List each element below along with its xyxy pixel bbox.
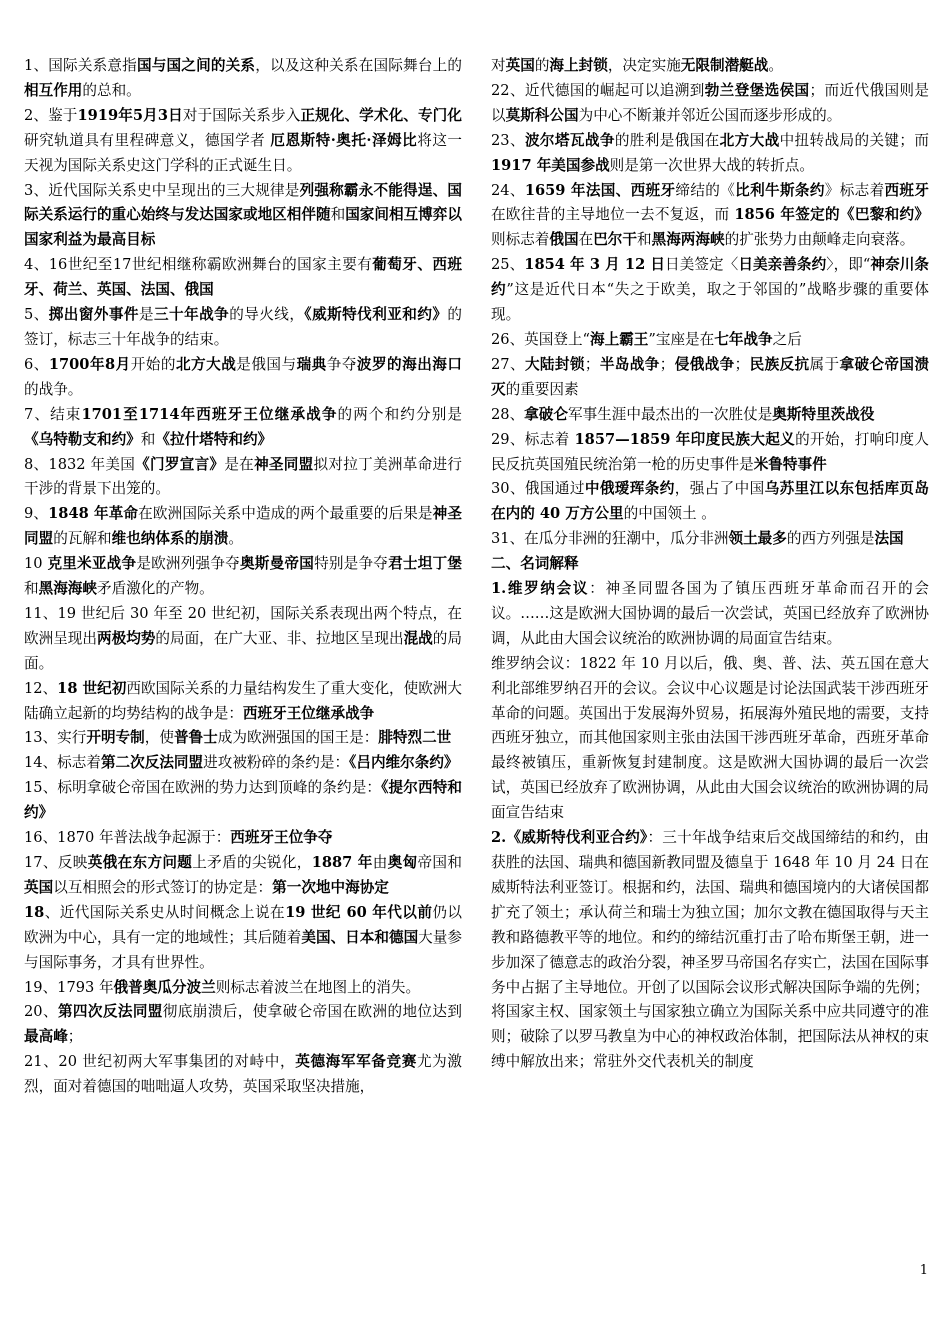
- paragraph: 10 克里米亚战争是欧洲列强争夺奥斯曼帝国特别是争夺君士坦丁堡和黑海海峡矛盾激化的产物。: [24, 555, 462, 598]
- paragraph: 24、1659 年法国、西班牙缔结的《比利牛斯条约》标志着西班牙在欧往昔的主导地位一去不复返，而 1856 年签定的《巴黎和约》则标志着俄国在巴尔干和黑海两海峡的扩张势力由颠峰走向衰落。: [491, 181, 930, 249]
- page-number: 1: [919, 1263, 928, 1278]
- paragraph: 22、近代德国的崛起可以追溯到勃兰登堡选侯国；而近代俄国则是以莫斯科公国为中心不断兼并邻近公国而逐步形成的。: [491, 81, 929, 124]
- paragraph: 2、鉴于1919年5月3日对于国际关系步入正规化、学术化、专门化研究轨道具有里程碑意义，德国学者 厄恩斯特·奥托·泽姆比将这一天视为国际关系史这门学科的正式诞生日。: [24, 106, 462, 174]
- paragraph: 6、1700年8月开始的北方大战是俄国与瑞典争夺波罗的海出海口的战争。: [24, 355, 462, 398]
- paragraph: 9、1848 年革命在欧洲国际关系中造成的两个最重要的后果是神圣同盟的瓦解和维也纳体系的崩溃。: [24, 505, 462, 548]
- paragraph: 23、波尔塔瓦战争的胜利是俄国在北方大战中扭转战局的关键；而 1917 年美国参战则是第一次世界大战的转折点。: [491, 131, 929, 174]
- paragraph: 30、俄国通过中俄瑷珲条约，强占了中国乌苏里江以东包括库页岛在内的 40 万方公里的中国领土 。: [491, 480, 929, 523]
- paragraph: 2.《威斯特伐利亚合约》：三十年战争结束后交战国缔结的和约，由获胜的法国、瑞典和德国新教同盟及德皇于 1648 年 10 月 24 日在威斯特法利亚签订。根据和约，法国、瑞典和德国境内的大诸侯国都扩充了领土；承认荷兰和瑞士为独立国；加尔文教在德国取得与天主教和路德教平等的地位。和约的缔结沉重打击了哈布斯堡王朝，进一步加深了德意志的政治分裂，神圣罗马帝国名存实亡，法国在国际事务中占据了主导地位。开创了以国际会议形式解决国际争端的先例；将国家主权、国家领土与国家独立确立为国际关系中应共同遵守的准则；破除了以罗马教皇为中心的神权政治体制，把国际法从神权的束缚中解放出来；常驻外交代表机关的制度: [491, 829, 929, 1071]
- left-column: [24, 54, 462, 1100]
- paragraph: 29、标志着 1857—1859 年印度民族大起义的开始，打响印度人民反抗英国殖民统治第一枪的历史事件是米鲁特事件: [491, 430, 929, 473]
- paragraph: 维罗纳会议：1822 年 10 月以后，俄、奥、普、法、英五国在意大利北部维罗纳召开的会议。会议中心议题是讨论法国武装干涉西班牙革命的问题。英国出于发展海外贸易，拓展海外殖民地的需要，支持西班牙独立，而其他国家则主张由法国干涉西班牙革命，西班牙革命最终被镇压，重新恢复封建制度。这是欧洲大国协调的最后一次尝试，英国已经放弃了欧洲协调，从此由大国会议统治的欧洲协调的局面宣告结束: [491, 654, 929, 822]
- paragraph: 11、19 世纪后 30 年至 20 世纪初，国际关系表现出两个特点，在欧洲呈现出两极均势的局面，在广大亚、非、拉地区呈现出混战的局面。: [24, 604, 462, 672]
- paragraph: 12、18 世纪初西欧国际关系的力量结构发生了重大变化，使欧洲大陆确立起新的均势结构的战争是：西班牙王位继承战争: [24, 679, 463, 722]
- paragraph: 26、英国登上“海上霸王”宝座是在七年战争之后: [491, 330, 802, 348]
- paragraph: 16、1870 年普法战争起源于：西班牙王位争夺: [24, 829, 333, 847]
- paragraph: 对英国的海上封锁，决定实施无限制潜艇战。: [491, 57, 783, 74]
- paragraph: 25、1854 年 3 月 12 日日美签定〈日美亲善条约〉，即“神奈川条约”这是近代日本“失之于欧美，取之于邻国的”战略步骤的重要体现。: [491, 256, 929, 324]
- paragraph: 13、实行开明专制，使普鲁士成为欧洲强国的国王是：腓特烈二世: [24, 729, 452, 747]
- paragraph: 27、大陆封锁；半岛战争；侵俄战争；民族反抗属于拿破仑帝国溃灭的重要因素: [491, 355, 929, 398]
- paragraph: 15、标明拿破仑帝国在欧洲的势力达到顶峰的条约是：《提尔西特和约》: [24, 779, 462, 822]
- paragraph: 21、20 世纪初两大军事集团的对峙中，英德海军军备竞赛尤为激烈，面对着德国的咄咄逼人攻势，英国采取坚决措施，: [24, 1053, 462, 1096]
- paragraph: 1.维罗纳会议：神圣同盟各国为了镇压西班牙革命而召开的会议。……这是欧洲大国协调的最后一次尝试，英国已经放弃了欧洲协调，从此由大国会议统治的欧洲协调的局面宣告结束。: [491, 580, 929, 647]
- paragraph: 20、第四次反法同盟彻底崩溃后，使拿破仑帝国在欧洲的地位达到最高峰；: [24, 1003, 462, 1046]
- paragraph: 18、近代国际关系史从时间概念上说在19 世纪 60 年代以前仍以欧洲为中心，具有一定的地域性；其后随着美国、日本和德国大量参与国际事务，才具有世界性。: [24, 903, 462, 971]
- right-column: [491, 54, 929, 1075]
- paragraph: 二、名词解释: [491, 555, 579, 573]
- paragraph: 7、结束1701至1714年西班牙王位继承战争的两个和约分别是《乌特勒支和约》和《拉什塔特和约》: [24, 405, 462, 448]
- paragraph: 14、标志着第二次反法同盟进攻被粉碎的条约是：《吕内维尔条约》: [24, 754, 459, 772]
- paragraph: 8、1832 年美国《门罗宣言》是在神圣同盟拟对拉丁美洲革命进行干涉的背景下出笼的。: [24, 455, 462, 498]
- paragraph: 17、反映英俄在东方问题上矛盾的尖锐化，1887 年由奥匈帝国和英国以互相照会的形式签订的协定是：第一次地中海协定: [24, 854, 462, 896]
- paragraph: 19、1793 年俄普奥瓜分波兰则标志着波兰在地图上的消失。: [24, 978, 421, 996]
- paragraph: 28、拿破仑军事生涯中最杰出的一次胜仗是奥斯特里茨战役: [491, 405, 875, 423]
- paragraph: 4、16世纪至17世纪相继称霸欧洲舞台的国家主要有葡萄牙、西班牙、荷兰、英国、法国、俄国: [24, 256, 462, 299]
- paragraph: 1、国际关系意指国与国之间的关系，以及这种关系在国际舞台上的相互作用的总和。: [24, 57, 462, 99]
- paragraph: 31、在瓜分非洲的狂潮中，瓜分非洲领土最多的西方列强是法国: [491, 530, 904, 548]
- paragraph: 5、掷出窗外事件是三十年战争的导火线，《威斯特伐利亚和约》的签订，标志三十年战争的结束。: [24, 306, 462, 348]
- paragraph: 3、近代国际关系史中呈现出的三大规律是列强称霸永不能得逞、国际关系运行的重心始终与发达国家或地区相伴随和国家间相互博弈以国家利益为最高目标: [24, 181, 462, 249]
